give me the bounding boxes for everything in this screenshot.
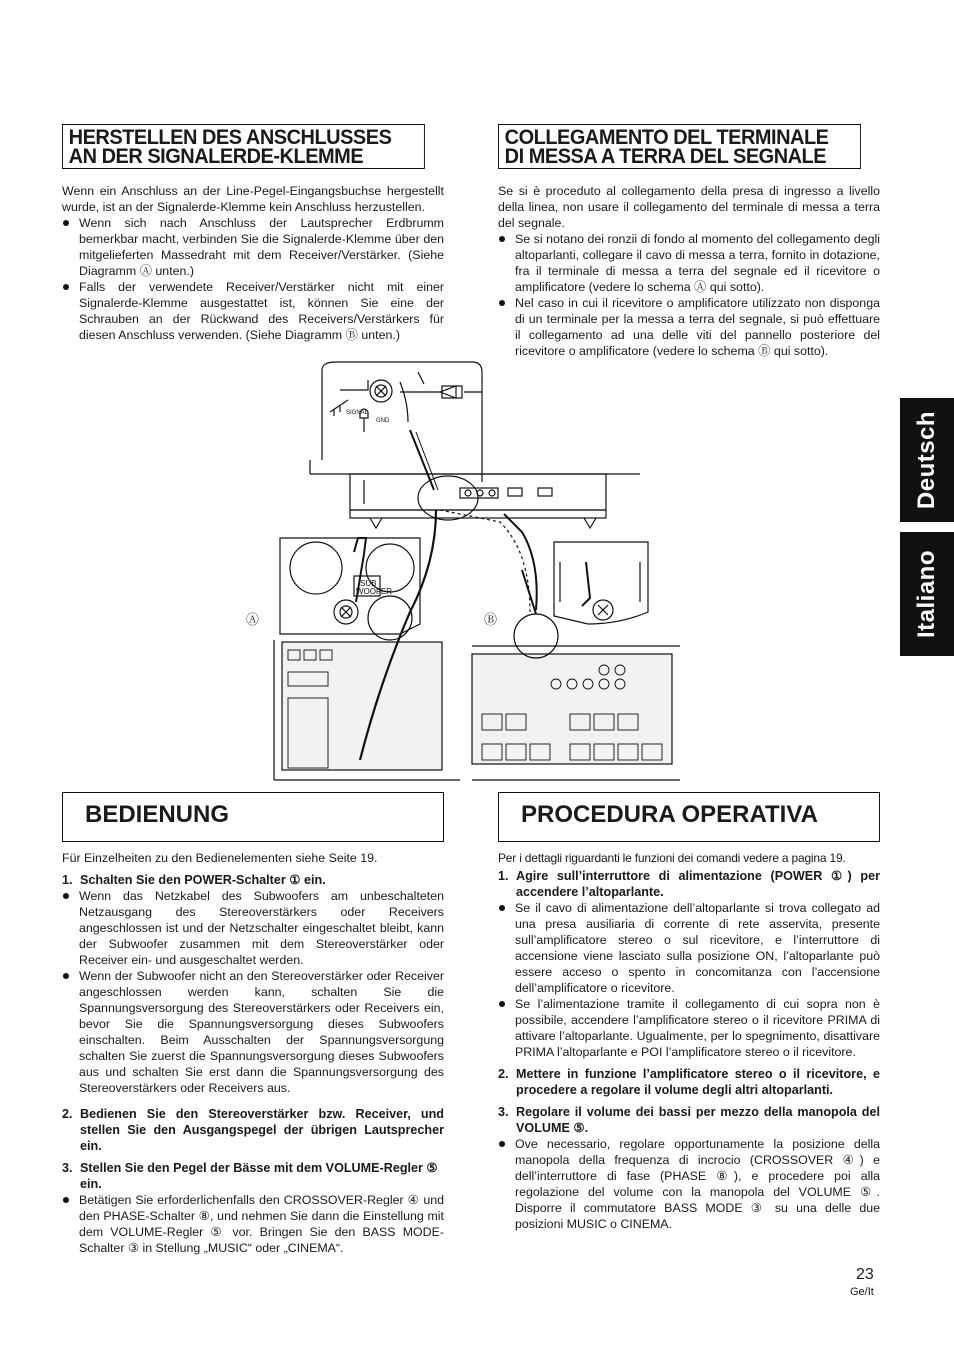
- it-operation-section: [498, 792, 880, 1232]
- it-operation-intro: Per i dettagli riguardanti le funzioni dei comandi vedere a pagina 19.: [498, 851, 846, 865]
- de-operation-intro: Für Einzelheiten zu den Bedienelementen siehe Seite 19.: [62, 851, 378, 865]
- de-ground-list: [62, 215, 444, 343]
- it-ground-intro: Se si è proceduto al collegamento della presa di ingresso a livello della linea, non usare il collegamento del terminale di messa a terra del segnale.: [498, 184, 880, 230]
- it-step-3-list: [498, 1136, 880, 1232]
- de-operation-section: [62, 792, 444, 1256]
- it-step-2: 2. Mettere in funzione l’amplificatore stereo o il ricevitore, e procedere a regolare il volume degli altri altoparlanti.: [498, 1067, 880, 1097]
- tab-deutsch: Deutsch: [900, 398, 954, 522]
- gnd-label: GND: [376, 418, 390, 424]
- it-step-3: 3. Regolare il volume dei bassi per mezzo della manopola del VOLUME ⑤.: [498, 1105, 880, 1135]
- tab-italiano: Italiano: [900, 532, 954, 656]
- de-step-1: 1. Schalten Sie den POWER-Schalter ① ein.: [62, 873, 326, 887]
- page-number: 23: [856, 1266, 874, 1283]
- it-ground-title: COLLEGAMENTO DEL TERMINALE DI MESSA A TERRA DEL SEGNALE: [498, 124, 861, 169]
- sub-label: SUB: [360, 579, 377, 588]
- it-operation-title: PROCEDURA OPERATIVA: [498, 792, 880, 842]
- diagram-b-label: Ⓑ: [484, 613, 498, 628]
- diagram-a-label: Ⓐ: [246, 613, 260, 628]
- list-item: Wenn der Subwoofer nicht an den Stereoverstärker oder Receiver angeschlossen werden kann, schalten Sie die Spannungsversorgung des Stereoverstärkers oder Receivers ein, bevor Sie die Spannungsversorgung dieses Subwoofers einschalten. Beim Ausschalten der Spannungsversorgung schalten Sie zuerst die Spannungsversorgung dieses Subwoofers aus und schalten Sie erst dann die Spannungsversorgung des Stereoverstärkers oder Receivers aus.: [62, 968, 444, 1096]
- list-item: Se il cavo di alimentazione dell’altoparlante si trova collegato ad una presa ausiliaria di corrente di rete asservita, presente sull’amplificatore stereo o sul ricevitore, e l’interruttore di accensione viene lasciato sulla posizione ON, l’altoparlante può essere acceso o spento in concomitanza con l’accensione dell’amplificatore o ricevitore.: [498, 900, 880, 996]
- list-item: Se l’alimentazione tramite il collegamento di cui sopra non è possibile, accendere l’amplificatore stereo o il ricevitore PRIMA di attivare l’altoparlante. Ugualmente, per lo spegnimento, disattivare PRIMA l’altoparlante e POI l’amplificatore stereo o il ricevitore.: [498, 996, 880, 1060]
- it-ground-section: [498, 124, 880, 359]
- de-step-3: 3. Stellen Sie den Pegel der Bässe mit dem VOLUME-Regler ⑤ ein.: [62, 1161, 438, 1191]
- de-operation-title: BEDIENUNG: [62, 792, 444, 842]
- it-ground-list: [498, 231, 880, 359]
- de-step-1-list: [62, 888, 444, 1096]
- de-step-2: 2. Bedienen Sie den Stereoverstärker bzw. Receiver, und stellen Sie den Ausgangspegel der übrigen Lautsprecher ein.: [62, 1107, 444, 1153]
- de-ground-title: HERSTELLEN DES ANSCHLUSSES AN DER SIGNALERDE-KLEMME: [62, 124, 425, 169]
- list-item: Betätigen Sie erforderlichenfalls den CROSSOVER-Regler ④ und den PHASE-Schalter ⑧, und nehmen Sie dann die Einstellung mit dem VOLUME-Regler ⑤ vor. Bringen Sie den BASS MODE-Schalter ③ in Stellung „MUSIC“ oder „CINEMA“.: [62, 1192, 444, 1256]
- page-code: Ge/It: [850, 1286, 874, 1298]
- list-item: Wenn das Netzkabel des Subwoofers am unbeschalteten Netzausgang des Stereoverstärkers oder Receivers angeschlossen ist und der Netzschalter eingeschaltet bleibt, kann der Subwoofer zusammen mit dem Stereoverstärker oder Receiver ein- und ausgeschaltet werden.: [62, 888, 444, 968]
- de-ground-intro: Wenn ein Anschluss an der Line-Pegel-Eingangsbuchse hergestellt wurde, ist an der Signalerde-Klemme kein Anschluss herzustellen.: [62, 184, 444, 214]
- list-item: Ove necessario, regolare opportunamente la posizione della manopola della frequenza di incrocio (CROSSOVER ④) e dell’interruttore di fase (PHASE ⑧), e procedere poi alla regolazione del volume con la manopola del VOLUME ⑤. Disporre il commutatore BASS MODE ③ su una delle due posizioni MUSIC o CINEMA.: [498, 1136, 880, 1232]
- it-step-1: 1. Agire sull’interruttore di alimentazione (POWER ①) per accendere l’altoparlante.: [498, 869, 880, 899]
- de-ground-section: [62, 124, 444, 343]
- de-step-3-list: [62, 1192, 444, 1256]
- list-item: Se si notano dei ronzii di fondo al momento del collegamento degli altoparlanti, collegare il cavo di messa a terra, fornito in dotazione, fra il terminale di messa a terra del segnale ed il ricevitore o amplificatore (vedere lo schema Ⓐ qui sotto).: [498, 231, 880, 295]
- list-item: Wenn sich nach Anschluss der Lautsprecher Erdbrumm bemerkbar macht, verbinden Sie die Signalerde-Klemme über den mitgelieferten Massedraht mit dem Receiver/Verstärker. (Siehe Diagramm Ⓐ unten.): [62, 215, 444, 279]
- woofer-label: WOOFER: [356, 587, 392, 596]
- connection-diagram: [246, 362, 700, 786]
- it-step-1-list: [498, 900, 880, 1060]
- list-item: Falls der verwendete Receiver/Verstärker nicht mit einer Signalerde-Klemme ausgestattet ist, können Sie eine der Schrauben an der Rückwand des Receivers/Verstärkers für diesen Anschluss verwenden. (Siehe Diagramm Ⓑ unten.): [62, 279, 444, 343]
- list-item: Nel caso in cui il ricevitore o amplificatore utilizzato non disponga di un terminale per la messa a terra del segnale, si può effettuare il collegamento ad una delle viti del pannello posteriore del ricevitore o amplificatore (vedere lo schema Ⓑ qui sotto).: [498, 295, 880, 359]
- signal-label: SIGNAL: [346, 410, 369, 416]
